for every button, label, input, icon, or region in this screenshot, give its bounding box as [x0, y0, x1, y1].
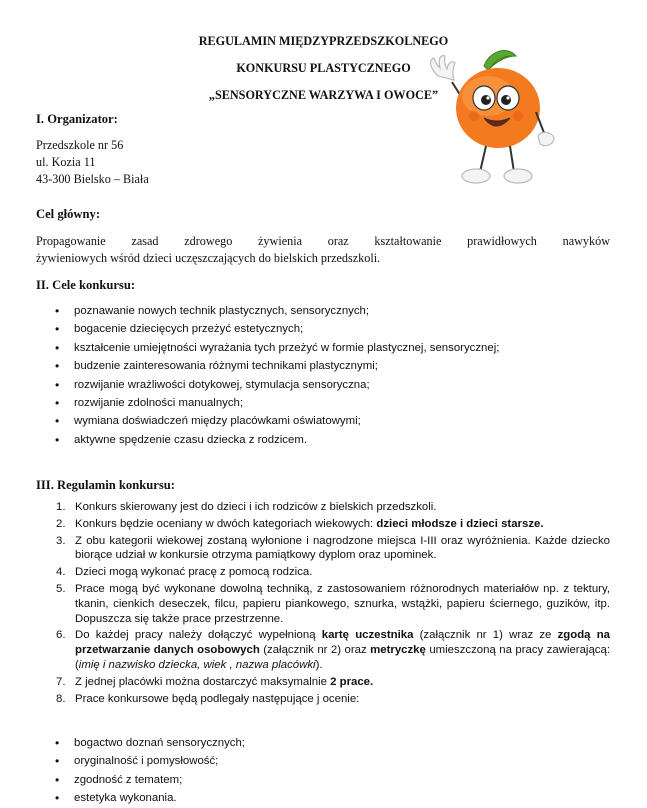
organizer-city: 43-300 Bielsko – Biała	[36, 172, 149, 186]
organizer-name: Przedszkole nr 56	[36, 138, 124, 152]
rule-text: Z obu kategorii wiekowej zostaną wyłonione i nagrodzone miejsca I-III oraz wyróżnienia. Każde dziecko biorące udział w konkursie otrzyma pamiątkowy dyplom oraz upominek.	[75, 534, 610, 562]
orange-fruit-character-icon	[418, 38, 558, 188]
rule-text-italic: imię i nazwisko dziecka, wiek , nazwa placówki	[78, 658, 316, 671]
main-goal-text-line-1: Propagowanie zasad zdrowego żywienia oraz kształtowanie prawidłowych nawyków	[36, 234, 610, 248]
goals-list-item: • aktywne spędzenie czasu dziecka z rodzicem.	[36, 431, 616, 449]
rule-item-1	[56, 500, 610, 515]
rule-number: 7.	[56, 675, 66, 688]
goals-list-item: • wymiana doświadczeń między placówkami oświatowymi;	[36, 412, 616, 430]
organizer-street: ul. Kozia 11	[36, 155, 96, 169]
rule-text: Do każdej pracy należy dołączyć wypełnioną	[75, 629, 322, 642]
rule-text: ).	[315, 658, 323, 671]
rule-text: Konkurs będzie oceniany w dwóch kategoriach wiekowych:	[75, 517, 377, 530]
rule-text-bold: dzieci młodsze i dzieci starsze.	[376, 517, 544, 530]
document-title-line-2: KONKURSU PLASTYCZNEGO	[236, 61, 411, 75]
goals-list-item: • budzenie zainteresowania różnymi technikami plastycznymi;	[36, 357, 616, 375]
rule-text: Prace mogą być wykonane dowolną techniką, z zastosowaniem różnorodnych materiałów np. z tektury, tkanin, cienkich deseczek, filcu, papieru piankowego, sznurka, wstążki, papieru ściernego, guzików, itp. Dopuszcza się także prace przestrzenne.	[75, 582, 610, 625]
rule-text: (załącznik nr 1) wraz ze	[413, 629, 558, 642]
criteria-list-item: • oryginalność i pomysłowość;	[36, 752, 616, 770]
document-title-line-1: REGULAMIN MIĘDZYPRZEDSZKOLNEGO	[198, 34, 449, 48]
goals-list-item: • rozwijanie zdolności manualnych;	[36, 394, 616, 412]
goals-list-item: • rozwijanie wrażliwości dotykowej, stymulacja sensoryczna;	[36, 376, 616, 394]
rules-list	[56, 500, 610, 708]
criteria-list-item: • zgodność z tematem;	[36, 771, 616, 789]
rule-text-bold: 2 prace.	[330, 675, 374, 688]
goals-list-item: • kształcenie umiejętności wyrażania tych przeżyć w formie plastycznej, sensorycznej;	[36, 339, 616, 357]
criteria-list-item: • bogactwo doznań sensorycznych;	[36, 734, 616, 752]
rule-item-2	[56, 517, 610, 532]
rule-item-4	[56, 565, 610, 580]
rule-text-bold: zgodą na przetwarzanie danych osobowych	[75, 629, 610, 657]
rule-item-5	[56, 582, 610, 626]
main-goal-heading: Cel główny:	[36, 207, 101, 221]
goals-list	[36, 302, 616, 449]
rule-number: 5.	[56, 582, 66, 595]
goals-list-item: • bogacenie dziecięcych przeżyć estetycznych;	[36, 320, 616, 338]
rule-number: 2.	[56, 517, 66, 530]
rule-text-bold: metryczkę	[370, 644, 426, 657]
rule-number: 1.	[56, 501, 66, 513]
organizer-heading: I. Organizator:	[36, 112, 118, 126]
main-goal-text-line-2: żywieniowych wśród dzieci uczęszczających do bielskich przedszkoli.	[36, 251, 381, 265]
rule-number: 8.	[56, 692, 66, 705]
rules-heading: III. Regulamin konkursu:	[36, 478, 175, 492]
rule-text: (załącznik nr 2) oraz	[259, 644, 371, 657]
rule-text: Konkurs skierowany jest do dzieci i ich rodziców z bielskich przedszkoli.	[75, 501, 437, 513]
goals-heading: II. Cele konkursu:	[36, 278, 136, 292]
rule-text: Prace konkursowe będą podlegały następujące j ocenie:	[75, 692, 360, 705]
rule-item-7	[56, 675, 610, 690]
rule-number: 3.	[56, 534, 66, 547]
rule-number: 4.	[56, 566, 66, 579]
rule-item-6	[56, 628, 610, 672]
rule-item-3	[56, 534, 610, 564]
document-title-line-3: „SENSORYCZNE WARZYWA I OWOCE”	[208, 88, 439, 102]
goals-list-item: • poznawanie nowych technik plastycznych, sensorycznych;	[36, 302, 616, 320]
rule-text: umieszczoną na pracy zawierającą: (	[75, 644, 610, 671]
rule-text: Dzieci mogą wykonać pracę z pomocą rodzica.	[75, 566, 313, 579]
criteria-list-item: • estetyka wykonania.	[36, 789, 616, 807]
rule-number: 6.	[56, 629, 66, 642]
rule-text-bold: kartę uczestnika	[321, 629, 414, 642]
criteria-list	[36, 734, 616, 808]
rule-text: Z jednej placówki można dostarczyć maksymalnie	[75, 675, 331, 688]
rule-item-8	[56, 692, 610, 707]
